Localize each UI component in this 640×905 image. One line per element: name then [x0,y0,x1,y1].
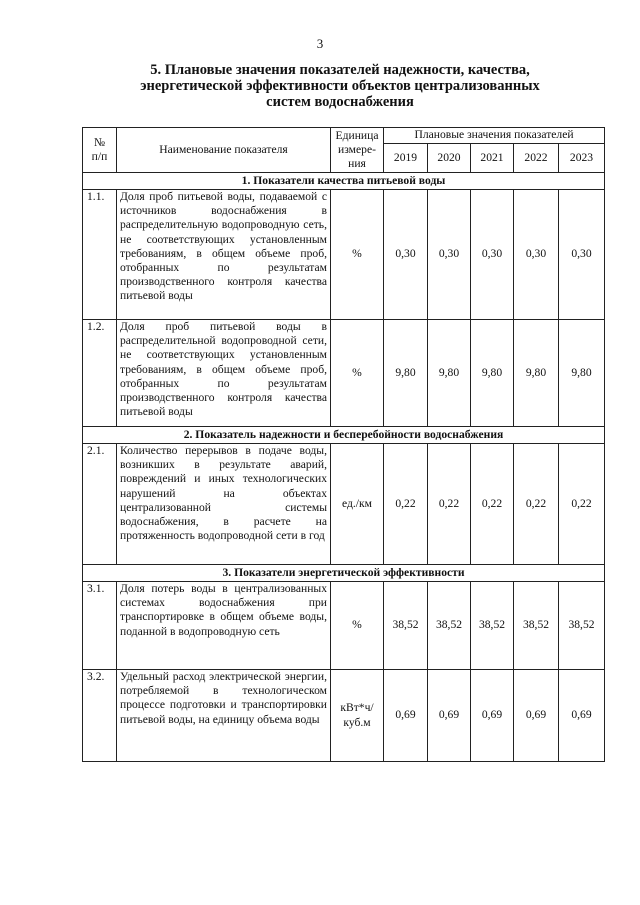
header-number: № п/п [83,128,117,173]
value-cell: 0,22 [514,444,559,565]
indicator-name: Доля проб питьевой воды в распределительной водопроводной сети, не соответствующих установленным требованиям, в общем объеме проб, отобранных по результатам производственного контроля качества питьевой воды [117,320,331,427]
header-year: 2022 [514,144,559,173]
table-row [83,444,605,565]
value-cell: 0,30 [471,190,514,320]
header-year: 2019 [384,144,428,173]
title-line-2: энергетической эффективности объектов централизованных [140,78,540,94]
indicator-name: Доля потерь воды в централизованных системах водоснабжения при транспортировке в общем объеме воды, поданной в водопроводную сеть [117,582,331,670]
value-cell: 0,30 [428,190,471,320]
page-number: 3 [316,36,324,51]
value-cell: 0,69 [514,670,559,762]
header-year: 2023 [559,144,605,173]
value-cell: 9,80 [428,320,471,427]
value-cell: 0,22 [428,444,471,565]
table-row [83,670,605,762]
value-cell: 38,52 [559,582,605,670]
value-cell: 0,69 [384,670,428,762]
table-row [83,320,605,427]
value-cell: 0,69 [471,670,514,762]
indicator-unit: % [331,582,384,670]
section-title: 1. Показатели качества питьевой воды [83,173,605,190]
value-cell: 0,30 [559,190,605,320]
row-number: 2.1. [83,444,117,565]
section-title: 2. Показатель надежности и бесперебойности водоснабжения [83,427,605,444]
indicator-unit: % [331,190,384,320]
title-line-1: 5. Плановые значения показателей надежности, качества, [150,62,530,78]
value-cell: 9,80 [514,320,559,427]
value-cell: 0,22 [384,444,428,565]
value-cell: 0,22 [559,444,605,565]
table-row [83,582,605,670]
value-cell: 0,30 [514,190,559,320]
value-cell: 38,52 [384,582,428,670]
indicator-name: Доля проб питьевой воды, подаваемой с источников водоснабжения в распределительную водопроводную сеть, не соответствующих установленным требованиям, в общем объеме проб, отобранных по результатам производственного контроля качества питьевой воды [117,190,331,320]
indicator-name: Удельный расход электрической энергии, потребляемой в технологическом процессе подготовки и транспортировки питьевой воды, на единицу объема воды [117,670,331,762]
header-year: 2021 [471,144,514,173]
row-number: 1.1. [83,190,117,320]
header-unit: Единица измере- ния [331,128,384,173]
section-row [83,427,605,444]
value-cell: 38,52 [514,582,559,670]
indicator-unit: % [331,320,384,427]
header-name: Наименование показателя [117,128,331,173]
row-number: 3.2. [83,670,117,762]
value-cell: 9,80 [559,320,605,427]
page-title [110,62,570,110]
indicator-unit: ед./км [331,444,384,565]
title-line-3: систем водоснабжения [266,94,414,110]
section-row [83,565,605,582]
row-number: 3.1. [83,582,117,670]
indicator-name: Количество перерывов в подаче воды, возникших в результате аварий, повреждений и иных технологических нарушений на объектах централизованной системы водоснабжения, в расчете на протяженность водопроводной сети в год [117,444,331,565]
section-title: 3. Показатели энергетической эффективности [83,565,605,582]
table-row [83,190,605,320]
value-cell: 0,69 [559,670,605,762]
section-row [83,173,605,190]
value-cell: 9,80 [384,320,428,427]
indicators-table [82,127,605,762]
value-cell: 0,22 [471,444,514,565]
value-cell: 0,69 [428,670,471,762]
indicator-unit: кВт*ч/ куб.м [331,670,384,762]
header-year: 2020 [428,144,471,173]
row-number: 1.2. [83,320,117,427]
value-cell: 0,30 [384,190,428,320]
value-cell: 38,52 [428,582,471,670]
value-cell: 38,52 [471,582,514,670]
value-cell: 9,80 [471,320,514,427]
header-planned-values: Плановые значения показателей [384,128,605,144]
